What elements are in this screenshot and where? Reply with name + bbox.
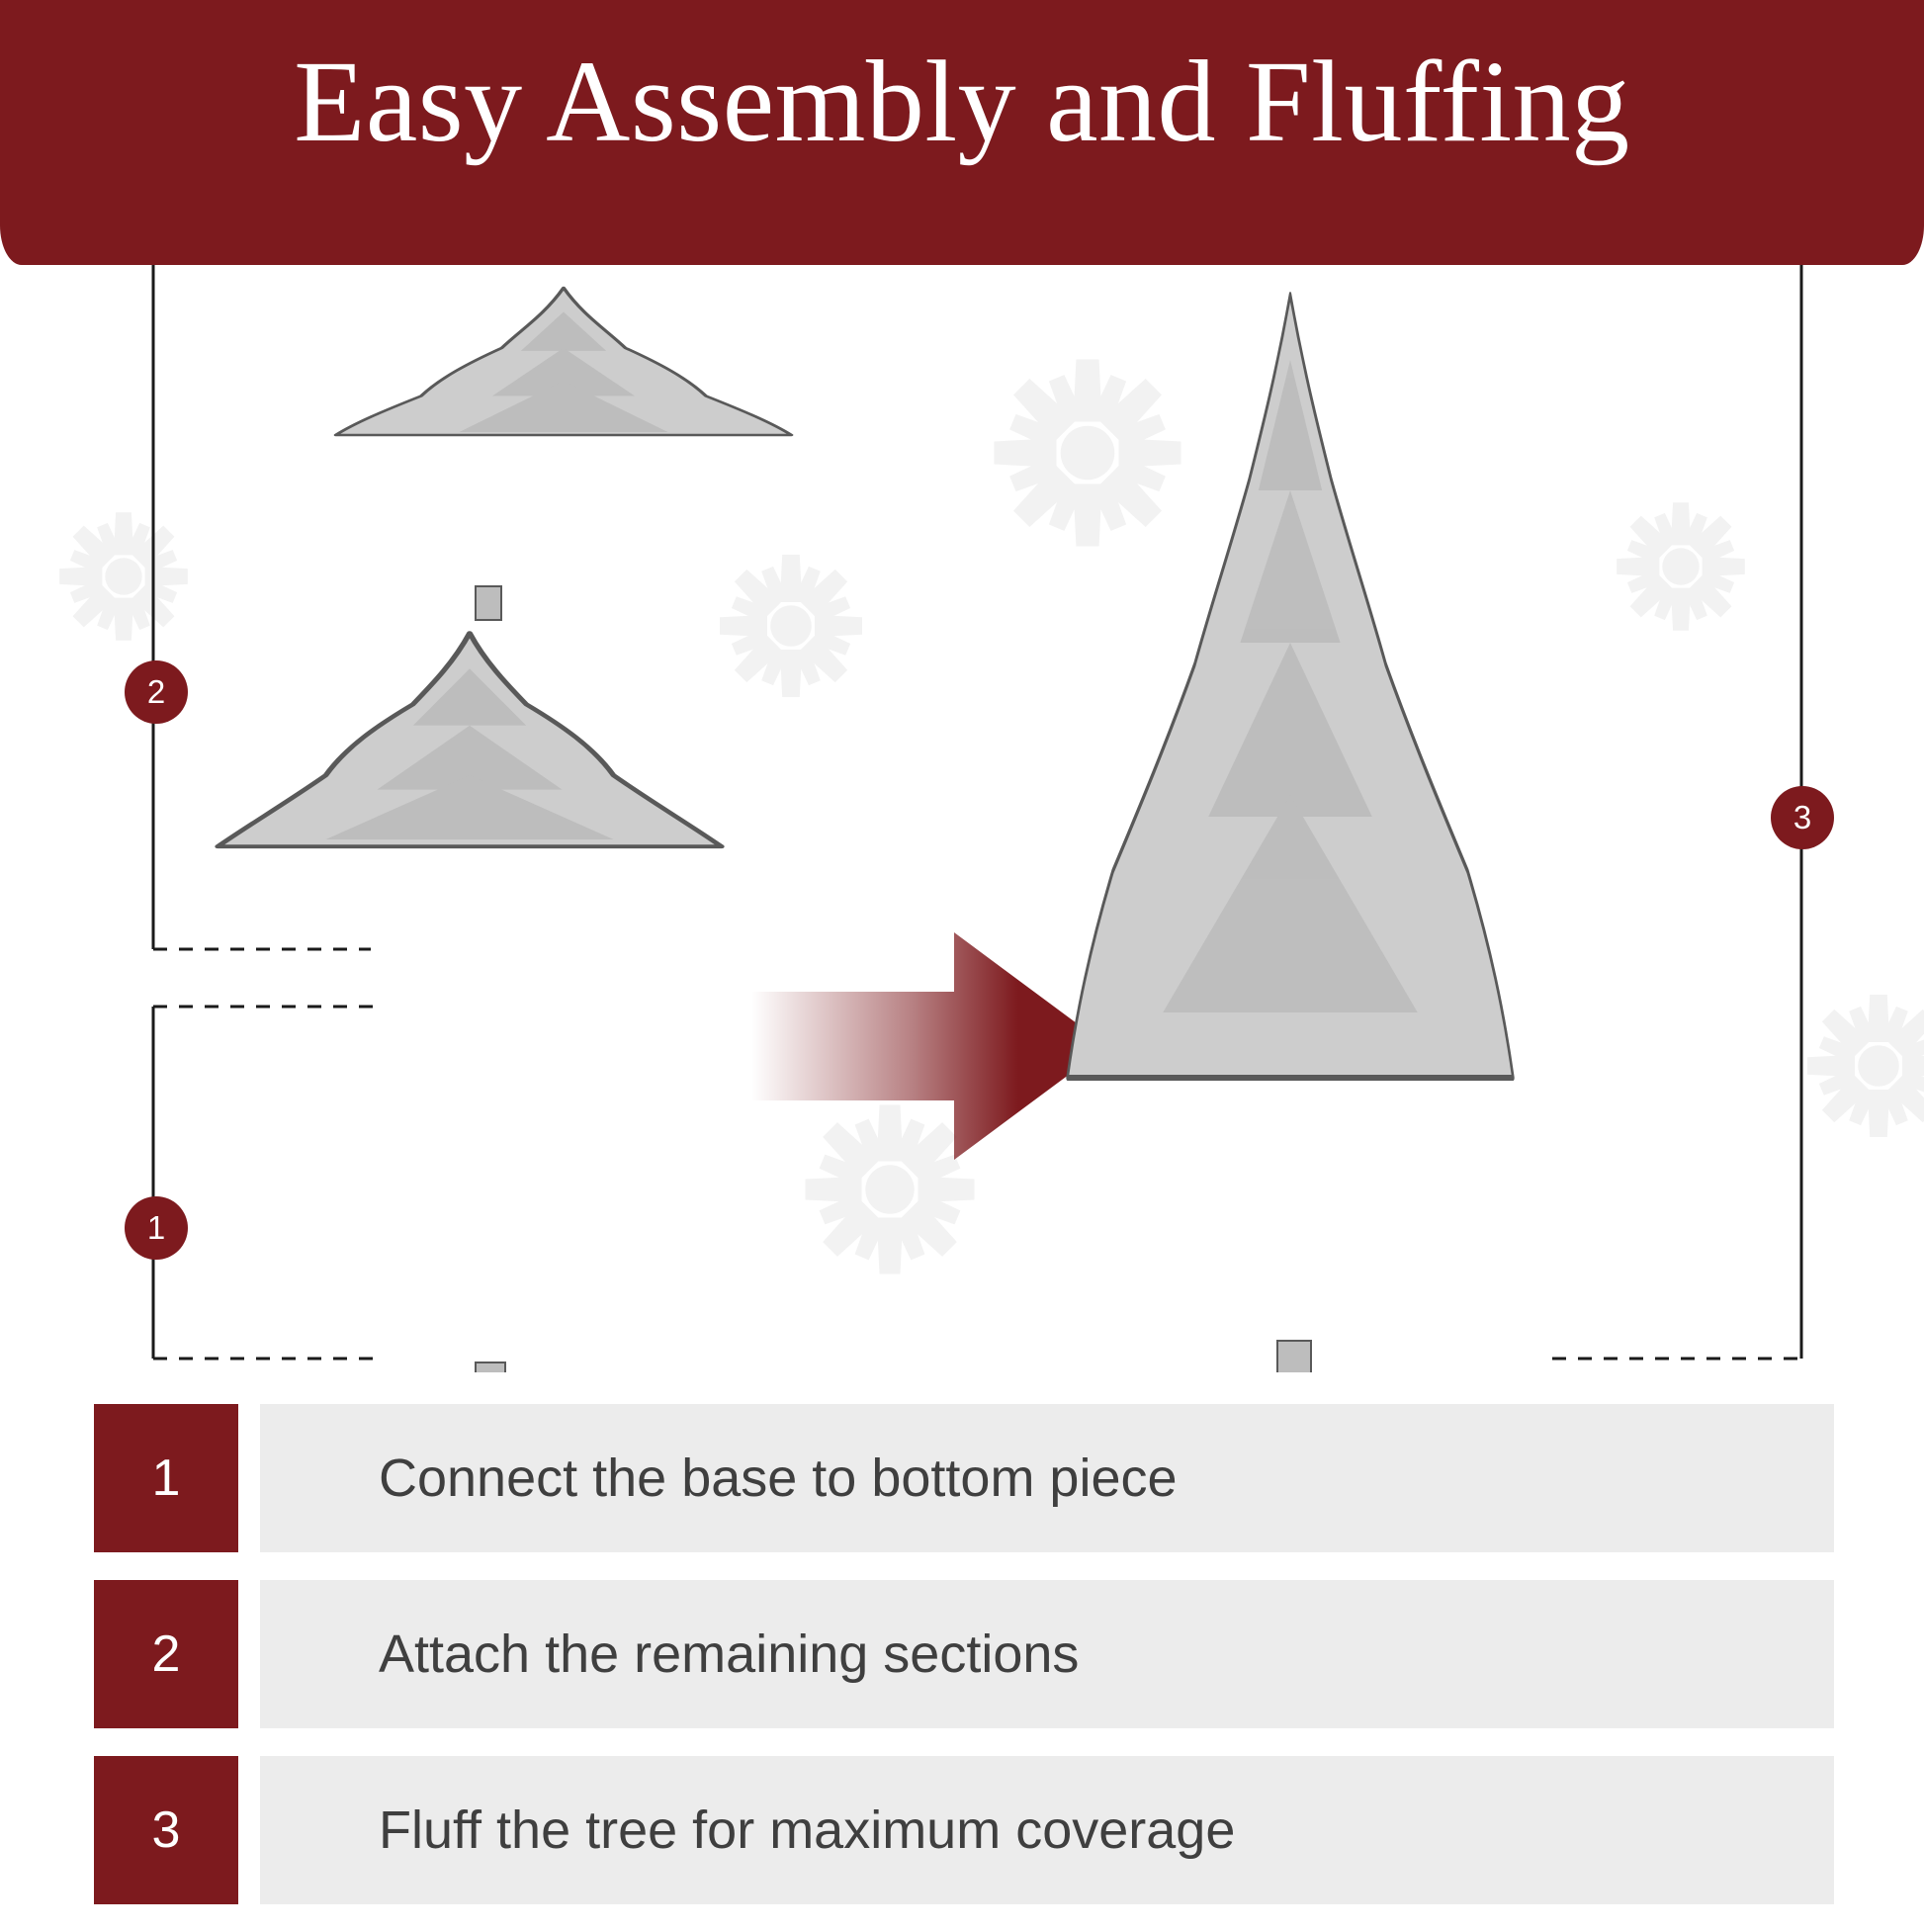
- step-label-1: Connect the base to bottom piece: [379, 1449, 1178, 1508]
- page-title: Easy Assembly and Fluffing: [294, 37, 1630, 166]
- step-row-1: [94, 1404, 1834, 1552]
- step-text-container-2: [260, 1580, 1834, 1728]
- steps-list: [94, 1404, 1834, 1932]
- step-number-3: 3: [94, 1756, 238, 1904]
- step-row-2: [94, 1580, 1834, 1728]
- bracket-badge-1: 1: [125, 1196, 188, 1260]
- right-arrow-icon: [751, 932, 1107, 1160]
- header-band: [0, 0, 1924, 265]
- tree-pole-assembled: [1277, 1341, 1311, 1372]
- bracket-badge-3: 3: [1771, 786, 1834, 849]
- bracket-step-1: [153, 1007, 381, 1359]
- step-row-3: [94, 1756, 1834, 1904]
- step-text-container-1: [260, 1404, 1834, 1552]
- step-number-2: 2: [94, 1580, 238, 1728]
- tree-pole-bottom-section: [476, 1362, 505, 1372]
- christmas-tree-top-section-illustration: [336, 288, 792, 435]
- bracket-step-3: [1552, 265, 1801, 1359]
- christmas-tree-bottom-section-illustration: [218, 633, 722, 846]
- bracket-badge-2: 2: [125, 660, 188, 724]
- step-number-1: 1: [94, 1404, 238, 1552]
- tree-pole-top-section: [476, 586, 501, 620]
- step-text-container-3: [260, 1756, 1834, 1904]
- tree-assembly-diagram: [0, 265, 1924, 1372]
- assembly-illustration: [0, 265, 1924, 1372]
- step-label-3: Fluff the tree for maximum coverage: [379, 1800, 1236, 1860]
- step-label-2: Attach the remaining sections: [379, 1625, 1080, 1684]
- assembled-christmas-tree-illustration: [1068, 295, 1514, 1078]
